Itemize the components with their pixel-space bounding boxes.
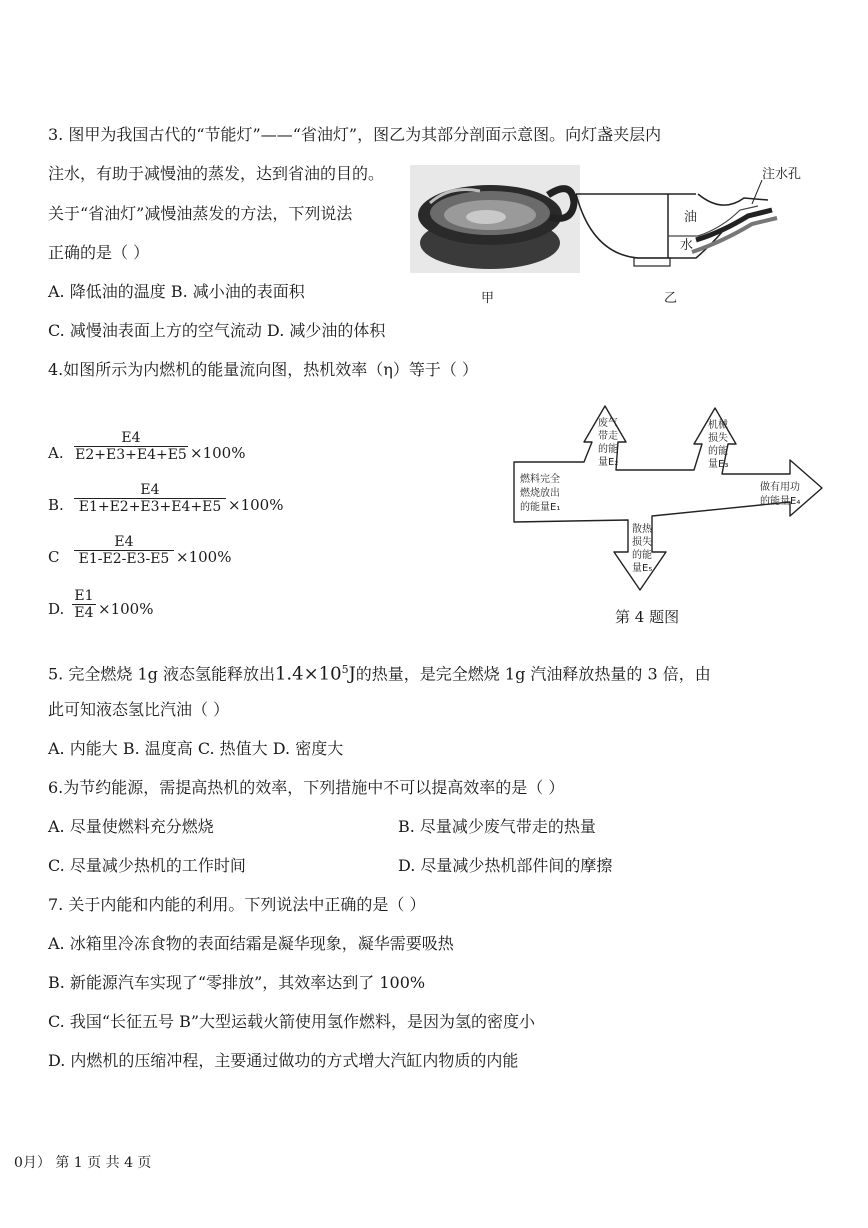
fraction-denominator: E1+E2+E3+E4+E5 (78, 499, 222, 515)
q6-option-c: C. 尽量减少热机的工作时间 (48, 856, 246, 875)
q5-options: A. 内能大 B. 温度高 C. 热值大 D. 密度大 (48, 739, 344, 758)
diagram-friction-text: 损失 (708, 433, 728, 444)
fraction-numerator: E4 (121, 430, 141, 446)
fraction-denominator: E1-E2-E3-E5 (78, 551, 170, 567)
label-water: 水 (680, 238, 694, 253)
q7-option-d: D. 内燃机的压缩冲程，主要通过做功的方式增大汽缸内物质的内能 (48, 1051, 519, 1070)
q4-option-d-tail: ×100% (98, 600, 154, 618)
diagram-source-text: 的能量E₁ (520, 502, 561, 513)
diagram-friction-text: 机械 (708, 420, 728, 431)
q6-option-a: A. 尽量使燃料充分燃烧 (48, 817, 214, 836)
diagram-heat-text: 散热 (632, 524, 652, 535)
diagram-heat-text: 量E₅ (632, 563, 653, 574)
fraction-numerator: E4 (140, 482, 160, 498)
energy-flow-diagram (508, 402, 828, 594)
q4-option-b-label: B. (48, 496, 64, 514)
diagram-heat-text: 的能 (632, 550, 652, 561)
fraction-denominator: E2+E3+E4+E5 (75, 447, 187, 463)
q5-part2: 的热量，是完全燃烧 1g 汽油释放热量的 3 倍，由 (355, 664, 711, 684)
diagram-heat-text: 损失 (632, 537, 652, 548)
diagram-exhaust-text: 带走 (598, 431, 618, 442)
q5-value: 1.4×10 (274, 663, 342, 685)
diagram-friction-text: 量E₃ (708, 459, 729, 470)
q4-option-d-label: D. (48, 600, 65, 618)
q6-option-d: D. 尽量减少热机部件间的摩擦 (398, 856, 613, 875)
q5-unit: J (348, 663, 356, 685)
fig-yi-caption: 乙 (664, 291, 678, 306)
q4-option-a-label: A. (48, 444, 64, 462)
label-oil: 油 (684, 210, 698, 225)
lamp-cross-section (572, 180, 812, 272)
fraction-numerator: E4 (114, 534, 134, 550)
q7-option-a: A. 冰箱里冷冻食物的表面结霜是凝华现象，凝华需要吸热 (48, 934, 454, 953)
diagram-source-text: 燃料完全 (520, 474, 560, 485)
q4-option-c-label: C (48, 548, 60, 566)
q4-option-a-fraction (74, 430, 188, 463)
fig-jia-caption: 甲 (481, 291, 495, 306)
fraction-denominator: E4 (74, 605, 94, 621)
label-water-hole: 注水孔 (762, 167, 802, 182)
q4-option-d-fraction (72, 588, 96, 621)
q3-line1: 3. 图甲为我国古代的“节能灯”——“省油灯”，图乙为其部分剖面示意图。向灯盏夹层内 (48, 125, 662, 144)
diagram-friction-text: 的能 (708, 446, 728, 457)
q4-option-c-fraction (74, 534, 174, 567)
q5-line2: 此可知液态氢比汽油（ ） (48, 700, 230, 719)
q3-line4: 正确的是（ ） (48, 243, 150, 262)
q4-stem: 4.如图所示为内燃机的能量流向图，热机效率（η）等于（ ） (48, 360, 478, 379)
q6-option-b: B. 尽量减少废气带走的热量 (398, 817, 596, 836)
q6-stem: 6.为节约能源，需提高热机的效率，下列措施中不可以提高效率的是（ ） (48, 778, 565, 797)
q5-line1 (48, 660, 711, 684)
q5-part1: 5. 完全燃烧 1g 液态氢能释放出 (48, 664, 275, 684)
diagram-useful-text: 的能量E₄ (760, 496, 801, 507)
q4-option-c-tail: ×100% (176, 548, 232, 566)
q4-option-a-tail: ×100% (190, 444, 246, 462)
fraction-numerator: E1 (74, 588, 94, 604)
q3-line3: 关于“省油灯”减慢油蒸发的方法，下列说法 (48, 204, 353, 223)
diagram-exhaust-text: 量E₂ (598, 457, 619, 468)
diagram-exhaust-text: 的能 (598, 444, 618, 455)
q5-exponent: 5 (341, 663, 349, 676)
page-footer: 0月） 第 1 页 共 4 页 (14, 1155, 152, 1171)
q7-stem: 7. 关于内能和内能的利用。下列说法中正确的是（ ） (48, 895, 426, 914)
q4-option-b-fraction (74, 482, 226, 515)
q4-figure-caption: 第 4 题图 (615, 608, 680, 626)
q3-options-ab: A. 降低油的温度 B. 减小油的表面积 (48, 282, 305, 301)
diagram-exhaust-text: 废气 (598, 418, 618, 429)
diagram-source-text: 燃烧放出 (520, 488, 560, 499)
q3-options-cd: C. 减慢油表面上方的空气流动 D. 减少油的体积 (48, 321, 386, 340)
q7-option-c: C. 我国“长征五号 B”大型运载火箭使用氢作燃料，是因为氢的密度小 (48, 1012, 536, 1031)
diagram-useful-text: 做有用功 (760, 482, 800, 493)
oil-lamp-photo (410, 165, 580, 273)
q7-option-b: B. 新能源汽车实现了“零排放”，其效率达到了 100% (48, 973, 426, 992)
q3-line2: 注水，有助于减慢油的蒸发，达到省油的目的。 (48, 164, 385, 183)
q4-option-b-tail: ×100% (228, 496, 284, 514)
